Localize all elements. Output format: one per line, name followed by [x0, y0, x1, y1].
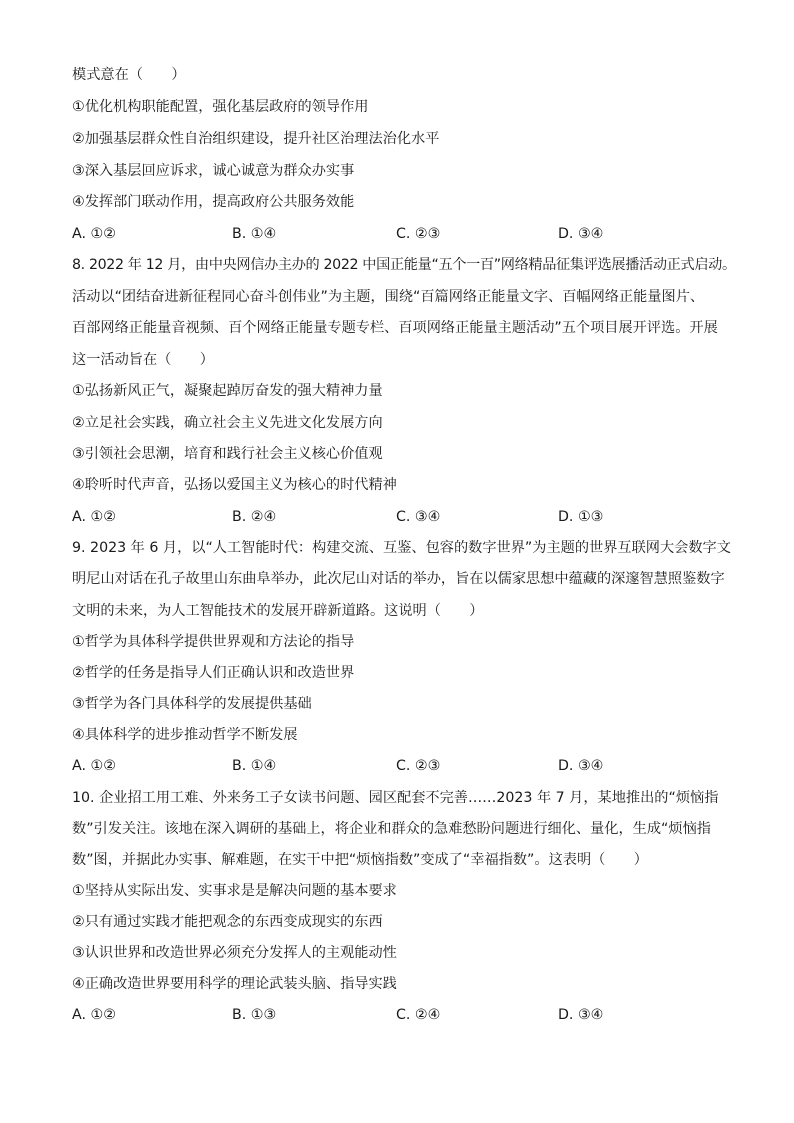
q9-stem-line-3: 文明的未来，为人工智能技术的发展开辟新道路。这说明（ ） [72, 603, 484, 619]
q8-stem-line-1: 8. 2022 年 12 月，由中央网信办主办的 2022 中国正能量“五个一百”网络精品征集评选展播活动正式启动。 [72, 257, 736, 273]
q8-stem-line-3: 百部网络正能量音视频、百个网络正能量专题专栏、百项网络正能量主题活动”五个项目展开评选。开展 [72, 320, 718, 336]
q8-option-b: B. ②④ [232, 509, 277, 525]
q9-statement-2: ②哲学的任务是指导人们正确认识和改造世界 [72, 665, 355, 681]
q10-statement-4: ④正确改造世界要用科学的理论武装头脑、指导实践 [72, 976, 397, 992]
q7-stem-tail: 模式意在（ ） [72, 67, 186, 83]
q7-option-d: D. ③④ [558, 226, 604, 242]
q7-option-c: C. ②③ [396, 226, 441, 242]
q7-option-a: A. ①② [72, 226, 116, 242]
q7-statement-2: ②加强基层群众性自治组织建设，提升社区治理法治化水平 [72, 131, 440, 147]
q9-statement-3: ③哲学为各门具体科学的发展提供基础 [72, 696, 312, 712]
q9-option-b: B. ①④ [232, 758, 277, 774]
q8-option-d: D. ①③ [558, 509, 604, 525]
q9-option-d: D. ③④ [558, 758, 604, 774]
q9-stem-line-2: 明尼山对话在孔子故里山东曲阜举办，此次尼山对话的举办，旨在以儒家思想中蕴藏的深邃智慧照鉴数字 [72, 571, 725, 587]
q8-statement-1: ①弘扬新风正气，凝聚起踔厉奋发的强大精神力量 [72, 383, 383, 399]
q10-option-d: D. ③④ [558, 1007, 604, 1023]
q10-stem-line-1: 10. 企业招工用工难、外来务工子女读书问题、园区配套不完善……2023 年 7 月，某地推出的“烦恼指 [72, 790, 719, 806]
q10-statement-1: ①坚持从实际出发、实事求是是解决问题的基本要求 [72, 883, 397, 899]
q8-option-c: C. ③④ [396, 509, 441, 525]
q9-options [72, 757, 732, 775]
q10-stem-line-3: 数”图，并据此办实事、解难题，在实干中把“烦恼指数”变成了“幸福指数”。这表明（ ） [72, 852, 648, 868]
q10-statement-3: ③认识世界和改造世界必须充分发挥人的主观能动性 [72, 945, 397, 961]
q8-statement-4: ④聆听时代声音，弘扬以爱国主义为核心的时代精神 [72, 477, 397, 493]
q8-stem-line-4: 这一活动旨在（ ） [72, 352, 214, 368]
q10-statement-2: ②只有通过实践才能把观念的东西变成现实的东西 [72, 914, 383, 930]
q10-stem-line-2: 数”引发关注。该地在深入调研的基础上，将企业和群众的急难愁盼问题进行细化、量化，生成“烦恼指 [72, 821, 711, 837]
q7-option-b: B. ①④ [232, 226, 277, 242]
q8-stem-line-2: 活动以“团结奋进新征程同心奋斗创伟业”为主题，围绕“百篇网络正能量文字、百幅网络正能量图片、 [72, 289, 705, 305]
q9-statement-4: ④具体科学的进步推动哲学不断发展 [72, 727, 298, 743]
q7-options [72, 225, 732, 243]
q10-option-a: A. ①② [72, 1007, 116, 1023]
q9-statement-1: ①哲学为具体科学提供世界观和方法论的指导 [72, 634, 355, 650]
q10-option-c: C. ②④ [396, 1007, 441, 1023]
q7-statement-1: ①优化机构职能配置，强化基层政府的领导作用 [72, 99, 369, 115]
q10-option-b: B. ①③ [232, 1007, 277, 1023]
q10-options [72, 1006, 732, 1024]
q7-statement-4: ④发挥部门联动作用，提高政府公共服务效能 [72, 194, 355, 210]
q8-options [72, 508, 732, 526]
q7-statement-3: ③深入基层回应诉求，诚心诚意为群众办实事 [72, 163, 355, 179]
q8-statement-3: ③引领社会思潮，培育和践行社会主义核心价值观 [72, 446, 383, 462]
q8-option-a: A. ①② [72, 509, 116, 525]
q8-statement-2: ②立足社会实践，确立社会主义先进文化发展方向 [72, 415, 383, 431]
q9-option-c: C. ②③ [396, 758, 441, 774]
q9-stem-line-1: 9. 2023 年 6 月，以“人工智能时代：构建交流、互鉴、包容的数字世界”为主题的世界互联网大会数字文 [72, 540, 731, 556]
q9-option-a: A. ①② [72, 758, 116, 774]
